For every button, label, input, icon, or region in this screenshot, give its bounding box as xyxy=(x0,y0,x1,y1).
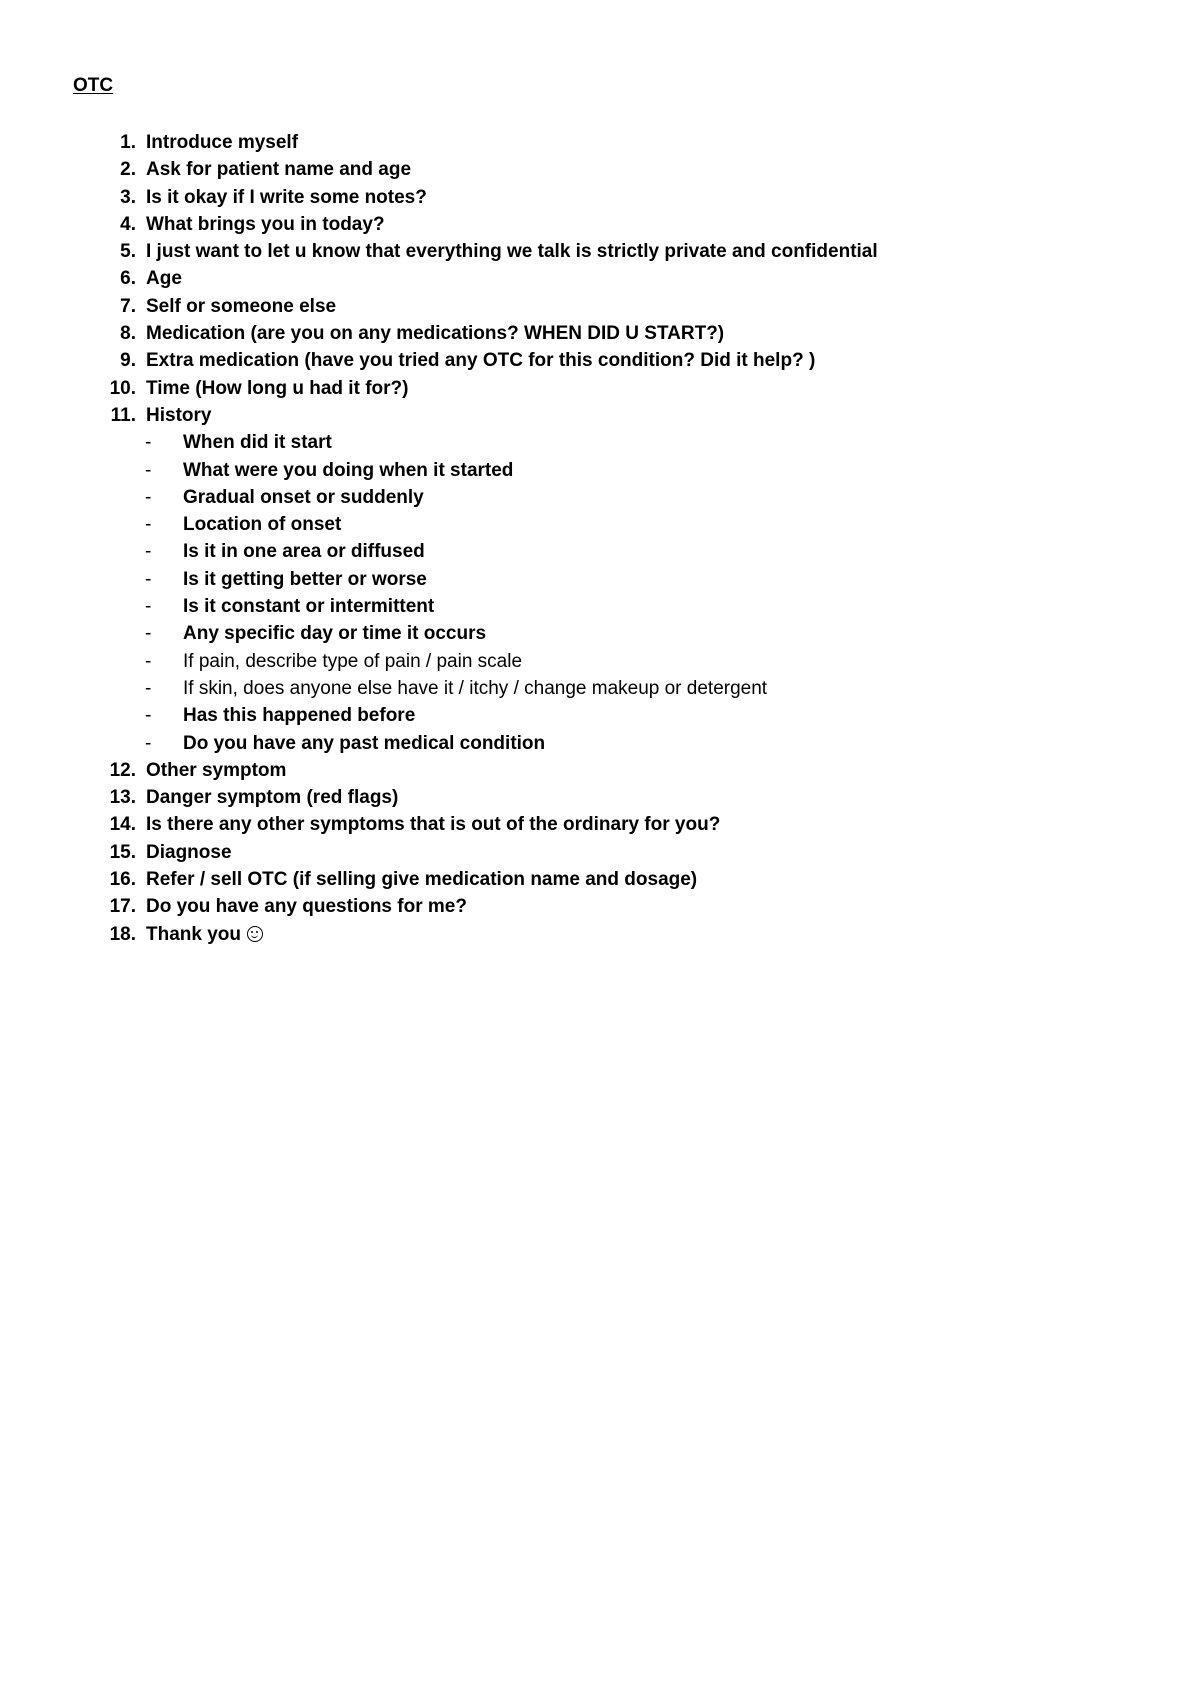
list-item-text: Age xyxy=(146,268,182,290)
list-item-number: 2. xyxy=(120,159,136,181)
smiley-face-icon xyxy=(247,926,263,942)
list-item-16 xyxy=(0,866,1200,893)
dash-bullet: - xyxy=(145,432,152,454)
list-item-text: Medication (are you on any medications? WHEN DID U START?) xyxy=(146,323,725,345)
list-item-number: 16. xyxy=(109,869,136,891)
history-subitem-text: Any specific day or time it occurs xyxy=(183,623,487,645)
list-item-number: 11. xyxy=(110,404,136,426)
history-subitem xyxy=(0,648,1200,675)
list-item-text: Danger symptom (red flags) xyxy=(146,787,399,809)
history-subitem-text: Has this happened before xyxy=(183,705,416,727)
history-subitem xyxy=(0,702,1200,729)
list-item-number: 7. xyxy=(120,295,136,317)
list-item-3 xyxy=(0,184,1200,211)
dash-bullet: - xyxy=(145,732,152,754)
history-subitem-text: Gradual onset or suddenly xyxy=(183,486,424,508)
history-subitem xyxy=(0,620,1200,647)
dash-bullet: - xyxy=(145,459,152,481)
dash-bullet: - xyxy=(145,677,152,699)
dash-bullet: - xyxy=(145,486,152,508)
history-subitem xyxy=(0,566,1200,593)
history-subitem xyxy=(0,429,1200,456)
list-item-17 xyxy=(0,893,1200,920)
thank-you-text: Thank you xyxy=(146,923,242,945)
list-item-text: Other symptom xyxy=(146,759,287,781)
list-item-text xyxy=(146,921,263,948)
history-subitem-text: When did it start xyxy=(183,432,332,454)
list-item-7 xyxy=(0,293,1200,320)
list-item-number: 4. xyxy=(120,213,136,235)
history-subitem-text: If pain, describe type of pain / pain scale xyxy=(183,650,523,672)
list-item-4 xyxy=(0,211,1200,238)
history-subitem xyxy=(0,484,1200,511)
list-item-text: Is it okay if I write some notes? xyxy=(146,186,427,208)
history-subitem xyxy=(0,511,1200,538)
history-subitem-text: What were you doing when it started xyxy=(183,459,514,481)
history-subitem xyxy=(0,730,1200,757)
list-item-11 xyxy=(0,402,1200,429)
dash-bullet: - xyxy=(145,705,152,727)
history-subitem-text: Is it constant or intermittent xyxy=(183,596,435,618)
dash-bullet: - xyxy=(145,596,152,618)
list-item-text: Diagnose xyxy=(146,841,232,863)
list-item-text: Refer / sell OTC (if selling give medication name and dosage) xyxy=(146,869,698,891)
list-item-text: Is there any other symptoms that is out of the ordinary for you? xyxy=(146,814,721,836)
list-item-number: 5. xyxy=(120,241,136,263)
list-item-9 xyxy=(0,347,1200,374)
history-subitem xyxy=(0,675,1200,702)
list-item-15 xyxy=(0,839,1200,866)
history-subitem xyxy=(0,593,1200,620)
list-item-text: Do you have any questions for me? xyxy=(146,896,467,918)
list-item-number: 6. xyxy=(120,268,136,290)
list-item-number: 15. xyxy=(109,841,136,863)
list-item-18 xyxy=(0,921,1200,948)
list-item-number: 13. xyxy=(109,787,136,809)
list-item-number: 10. xyxy=(109,377,136,399)
list-item-number: 3. xyxy=(120,186,136,208)
list-item-text: Time (How long u had it for?) xyxy=(146,377,409,399)
list-item-number: 18. xyxy=(109,923,136,945)
checklist xyxy=(0,129,1200,948)
list-item-text: Introduce myself xyxy=(146,132,299,153)
list-item-text: Extra medication (have you tried any OTC for this condition? Did it help? ) xyxy=(146,350,816,372)
list-item-8 xyxy=(0,320,1200,347)
list-item-2 xyxy=(0,156,1200,183)
dash-bullet: - xyxy=(145,650,152,672)
dash-bullet: - xyxy=(145,623,152,645)
history-subitem xyxy=(0,457,1200,484)
history-subitem xyxy=(0,538,1200,565)
list-item-text: History xyxy=(146,404,212,426)
list-item-14 xyxy=(0,811,1200,838)
history-subitem-text: Is it getting better or worse xyxy=(183,568,427,590)
list-item-number: 1. xyxy=(120,132,136,153)
list-item-10 xyxy=(0,375,1200,402)
list-item-number: 9. xyxy=(120,350,136,372)
dash-bullet: - xyxy=(145,568,152,590)
list-item-1 xyxy=(0,129,1200,156)
list-item-number: 12. xyxy=(109,759,136,781)
history-subitem-text: Do you have any past medical condition xyxy=(183,732,546,754)
history-subitem-text: Is it in one area or diffused xyxy=(183,541,425,563)
list-item-number: 17. xyxy=(109,896,136,918)
list-item-13 xyxy=(0,784,1200,811)
document-title: OTC xyxy=(73,75,114,96)
list-item-number: 8. xyxy=(120,323,136,345)
dash-bullet: - xyxy=(145,514,152,536)
list-item-12 xyxy=(0,757,1200,784)
list-item-6 xyxy=(0,265,1200,292)
history-subitem-text: Location of onset xyxy=(183,514,342,536)
list-item-text: I just want to let u know that everything we talk is strictly private and confidential xyxy=(146,241,878,263)
list-item-5 xyxy=(0,238,1200,265)
list-item-text: What brings you in today? xyxy=(146,213,385,235)
history-subitem-text: If skin, does anyone else have it / itchy / change makeup or detergent xyxy=(183,677,768,699)
list-item-text: Ask for patient name and age xyxy=(146,159,412,181)
list-item-number: 14. xyxy=(109,814,136,836)
list-item-text: Self or someone else xyxy=(146,295,337,317)
dash-bullet: - xyxy=(145,541,152,563)
